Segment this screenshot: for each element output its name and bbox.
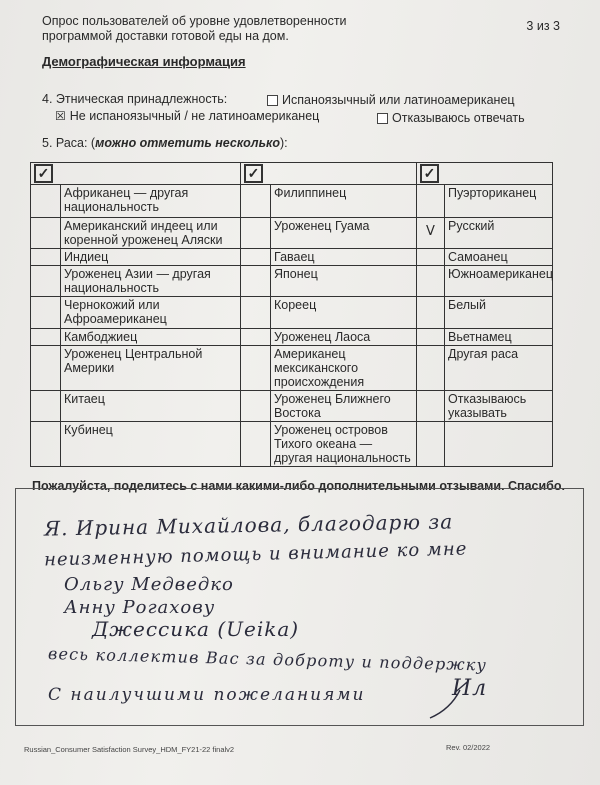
race-checkbox[interactable]	[417, 297, 445, 329]
race-checkbox[interactable]	[417, 346, 445, 391]
checkbox-hispanic[interactable]	[267, 95, 278, 106]
race-option: Русский	[445, 218, 553, 249]
race-option: Кубинец	[61, 422, 241, 467]
race-checkbox[interactable]	[31, 346, 61, 391]
page-number: 3 из 3	[526, 19, 560, 33]
race-option: Китаец	[61, 391, 241, 422]
race-col1-header	[31, 163, 241, 185]
table-row	[31, 185, 553, 218]
table-row	[31, 266, 553, 297]
race-option: Южноамериканец	[445, 266, 553, 297]
race-option: Отказываюсь указывать	[445, 391, 553, 422]
race-col2-header	[241, 163, 417, 185]
race-checkbox[interactable]	[31, 422, 61, 467]
race-table	[30, 162, 553, 467]
q4-option-not-hispanic[interactable]	[55, 109, 319, 123]
race-checkbox[interactable]	[31, 218, 61, 249]
table-row	[31, 329, 553, 346]
checkbox-refuse[interactable]	[377, 113, 388, 124]
race-option: Филиппинец	[271, 185, 417, 218]
race-option: Белый	[445, 297, 553, 329]
race-option: Уроженец Азии — другая национальность	[61, 266, 241, 297]
footer-revision: Rev. 02/2022	[446, 743, 491, 752]
race-checkbox[interactable]	[31, 185, 61, 218]
race-checkbox[interactable]	[31, 266, 61, 297]
handwriting-line-2: неизменную помощь и внимание ко мне	[43, 538, 468, 571]
survey-title	[42, 14, 372, 44]
q4-label: 4. Этническая принадлежность:	[42, 92, 228, 106]
race-option: Уроженец Ближнего Востока	[271, 391, 417, 422]
race-col3-header	[417, 163, 553, 185]
race-option: Американец мексиканского происхождения	[271, 346, 417, 391]
race-checkbox[interactable]	[417, 185, 445, 218]
race-option: Вьетнамец	[445, 329, 553, 346]
race-checkbox[interactable]	[31, 297, 61, 329]
handwriting-line-3: Ольгу Медведко	[64, 574, 234, 595]
check-icon: ✓	[420, 164, 439, 183]
race-option: Пуэрториканец	[445, 185, 553, 218]
race-checkbox[interactable]	[417, 218, 445, 249]
race-option: Камбоджиец	[61, 329, 241, 346]
race-checkbox[interactable]	[241, 422, 271, 467]
race-checkbox[interactable]	[241, 185, 271, 218]
race-checkbox[interactable]	[241, 391, 271, 422]
handwritten-signature: Ил	[452, 676, 488, 701]
check-icon: ✓	[34, 164, 53, 183]
table-row	[31, 249, 553, 266]
race-checkbox[interactable]	[417, 266, 445, 297]
q5-label-end: ):	[279, 136, 288, 150]
q5-label	[42, 136, 288, 150]
race-option: Американский индеец или коренной уроженец Аляски	[61, 218, 241, 249]
q4-option-refuse[interactable]	[377, 111, 525, 125]
race-option: Уроженец Лаоса	[271, 329, 417, 346]
handwriting-line-4: Анну Рогахову	[64, 597, 216, 618]
check-icon: ✓	[244, 164, 263, 183]
race-option: Японец	[271, 266, 417, 297]
race-checkbox[interactable]	[31, 329, 61, 346]
q4-option-not-hispanic-label: Не испаноязычный / не латиноамериканец	[69, 109, 320, 123]
race-checkbox[interactable]	[241, 218, 271, 249]
race-option	[445, 422, 553, 467]
race-checkbox[interactable]	[31, 391, 61, 422]
table-row	[31, 422, 553, 467]
q5-label-emphasis: можно отметить несколько	[95, 136, 280, 150]
handwriting-line-7: С наилучшими пожеланиями	[48, 685, 366, 705]
table-row	[31, 218, 553, 249]
footer-file-name: Russian_Consumer Satisfaction Survey_HDM_FY21-22 finalv2	[24, 745, 235, 754]
race-checkbox[interactable]	[241, 329, 271, 346]
race-option: Уроженец Гуама	[271, 218, 417, 249]
race-option: Самоанец	[445, 249, 553, 266]
handwritten-check-mark: V	[426, 224, 435, 239]
race-option: Другая раса	[445, 346, 553, 391]
race-option: Чернокожий или Афроамериканец	[61, 297, 241, 329]
race-checkbox[interactable]	[241, 346, 271, 391]
race-checkbox[interactable]	[241, 266, 271, 297]
q4-option-hispanic-label: Испаноязычный или латиноамериканец	[282, 93, 515, 107]
table-row	[31, 297, 553, 329]
race-option: Уроженец Центральной Америки	[61, 346, 241, 391]
handwriting-line-1: Я. Ирина Михайлова, благодарю за	[43, 509, 454, 541]
race-option: Уроженец островов Тихого океана — другая национальность	[271, 422, 417, 467]
race-option: Индиец	[61, 249, 241, 266]
survey-title-line1: Опрос пользователей об уровне удовлетворенности	[42, 14, 347, 28]
handwriting-line-5: Джессика (Ueika)	[92, 617, 300, 641]
section-title: Демографическая информация	[42, 54, 246, 69]
table-row	[31, 391, 553, 422]
race-checkbox[interactable]	[31, 249, 61, 266]
q4-option-refuse-label: Отказываюсь отвечать	[392, 111, 525, 125]
race-option: Африканец — другая национальность	[61, 185, 241, 218]
checkbox-not-hispanic[interactable]: ☒	[55, 109, 66, 123]
handwriting-line-6: весь коллектив Вас за доброту и поддержку	[47, 644, 488, 675]
race-option: Гаваец	[271, 249, 417, 266]
signature-stroke	[420, 688, 480, 722]
race-checkbox[interactable]	[417, 391, 445, 422]
survey-title-line2: программой доставки готовой еды на дом.	[42, 29, 289, 43]
table-row	[31, 346, 553, 391]
race-checkbox[interactable]	[241, 249, 271, 266]
race-option: Кореец	[271, 297, 417, 329]
race-checkbox[interactable]	[417, 422, 445, 467]
q4-option-hispanic[interactable]	[267, 93, 515, 107]
race-checkbox[interactable]	[241, 297, 271, 329]
q5-label-start: 5. Раса: (	[42, 136, 96, 150]
race-checkbox[interactable]	[417, 249, 445, 266]
feedback-prompt: Пожалуйста, поделитесь с нами какими-либо дополнительными отзывами. Спасибо.	[32, 479, 566, 493]
race-checkbox[interactable]	[417, 329, 445, 346]
race-table-header-row	[31, 163, 553, 185]
